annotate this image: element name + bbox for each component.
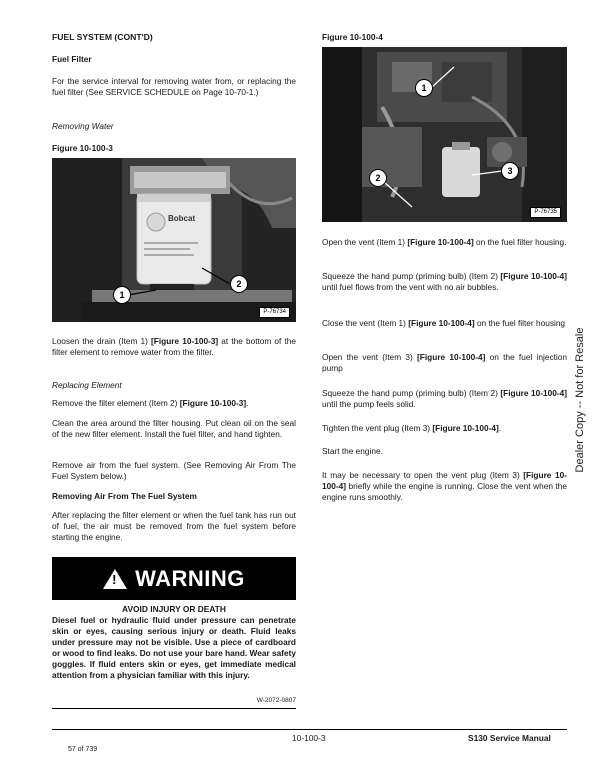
warning-triangle-icon: ! — [103, 569, 127, 589]
callout-2: 2 — [369, 169, 387, 187]
step2-text-end: until fuel flows from the vent with no air bubbles. — [322, 282, 499, 292]
figure-3-photo — [52, 158, 296, 322]
step-open-injection-vent — [322, 352, 567, 374]
step6-text-end: . — [498, 423, 502, 433]
dealer-copy-sidenote — [572, 300, 588, 500]
step1-text-end: on the fuel filter housing. — [473, 237, 567, 247]
drain-text-2: at the bottom of the filter element to remove water from the filter. — [52, 336, 296, 357]
step8-text-end: briefly while the engine is running. Close the vent when the engine runs smoothly. — [322, 481, 567, 502]
step5-text: Squeeze the hand pump (priming bulb) (Item 2) — [322, 388, 501, 398]
fuel-filter-heading: Fuel Filter — [52, 54, 92, 64]
footer-page-number: 10-100-3 — [292, 733, 326, 743]
step5-figure-ref[interactable]: [Figure 10-100-4] — [500, 388, 567, 398]
callout-2: 2 — [230, 275, 248, 293]
remove-figure-ref[interactable]: [Figure 10-100-3] — [179, 398, 247, 408]
drain-paragraph — [52, 336, 296, 358]
intro-paragraph: For the service interval for removing water from, or replacing the fuel filter (See SERVICE SCHEDULE on Page 10-70-1.) — [52, 76, 296, 97]
drain-text-1: Loosen the drain (Item 1) — [52, 336, 151, 346]
step3-text-end: on the fuel filter housing — [474, 318, 566, 328]
warning-subtitle: AVOID INJURY OR DEATH — [122, 604, 226, 614]
removing-water-heading: Removing Water — [52, 121, 114, 131]
figure-3-label: Figure 10-100-3 — [52, 143, 113, 153]
warning-body: Diesel fuel or hydraulic fluid under pressure can penetrate skin or eyes, causing serious injury or death. Fluid leaks under pressure may not be visible. Use a piece of cardboard or wood to find leaks. Do not use your bare hand. Wear safety goggles. If fluid enters skin or eyes, get immediate medical attention from a physician familiar with this injury. — [52, 615, 296, 680]
sidenote-text: Dealer Copy -- Not for Resale — [574, 327, 586, 473]
step4-figure-ref[interactable]: [Figure 10-100-4] — [417, 352, 486, 362]
warning-banner — [52, 557, 296, 600]
remove-element-paragraph — [52, 398, 296, 409]
figure-3-code: P-76734 — [259, 307, 290, 318]
step6-text: Tighten the vent plug (Item 3) — [322, 423, 433, 433]
step1-figure-ref[interactable]: [Figure 10-100-4] — [407, 237, 474, 247]
figure-10-100-3 — [52, 158, 296, 322]
step8-figure-ref[interactable]: [Figure 10-100-4] — [322, 470, 567, 491]
step4-text-end: on the fuel injection pump — [322, 352, 567, 373]
footer-rule — [52, 729, 567, 730]
step-squeeze-until-solid — [322, 388, 567, 410]
step2-figure-ref[interactable]: [Figure 10-100-4] — [500, 271, 567, 281]
remove-text-2: . — [246, 398, 249, 408]
figure-4-code: P-76735 — [530, 207, 561, 218]
after-replacing-paragraph: After replacing the filter element or when the fuel tank has run out of fuel, the air must be removed from the fuel system before starting the engine. — [52, 510, 296, 542]
remove-text-1: Remove the filter element (Item 2) — [52, 398, 180, 408]
figure-4-label: Figure 10-100-4 — [322, 32, 383, 42]
step6-figure-ref[interactable]: [Figure 10-100-4] — [432, 423, 499, 433]
step4-text: Open the vent (Item 3) — [322, 352, 418, 362]
removing-air-heading: Removing Air From The Fuel System — [52, 491, 197, 501]
callout-1: 1 — [113, 286, 131, 304]
step-close-vent — [322, 318, 567, 329]
footer-page-count: 57 of 739 — [68, 746, 98, 753]
step3-text: Close the vent (Item 1) — [322, 318, 409, 328]
step-vent-while-running — [322, 470, 567, 503]
step-tighten-plug — [322, 423, 567, 434]
callout-3: 3 — [501, 162, 519, 180]
footer-manual-title: S130 Service Manual — [468, 733, 551, 743]
clean-paragraph: Clean the area around the filter housing. Put clean oil on the seal of the new filter element. Install the fuel filter, and hand tighten. — [52, 418, 296, 439]
figure-4-photo — [322, 47, 567, 222]
section-title: FUEL SYSTEM (CONT'D) — [52, 32, 153, 42]
step-start-engine: Start the engine. — [322, 446, 383, 456]
replacing-element-heading: Replacing Element — [52, 380, 122, 390]
warning-code: W-2072-0807 — [256, 697, 296, 704]
remove-air-paragraph: Remove air from the fuel system. (See Removing Air From The Fuel System below.) — [52, 460, 296, 481]
step-squeeze-pump — [322, 271, 567, 293]
step3-figure-ref[interactable]: [Figure 10-100-4] — [408, 318, 475, 328]
step8-text: It may be necessary to open the vent plug (Item 3) — [322, 470, 524, 480]
drain-figure-ref[interactable]: [Figure 10-100-3] — [151, 336, 219, 346]
filter-brand-label: Bobcat — [168, 214, 196, 223]
step1-text: Open the vent (Item 1) — [322, 237, 408, 247]
step-open-vent — [322, 237, 567, 248]
figure-10-100-4 — [322, 47, 567, 222]
warning-bottom-rule — [52, 708, 296, 709]
callout-1: 1 — [415, 79, 433, 97]
step2-text: Squeeze the hand pump (priming bulb) (Item 2) — [322, 271, 501, 281]
step5-text-end: until the pump feels solid. — [322, 399, 416, 409]
warning-title: WARNING — [135, 565, 245, 591]
